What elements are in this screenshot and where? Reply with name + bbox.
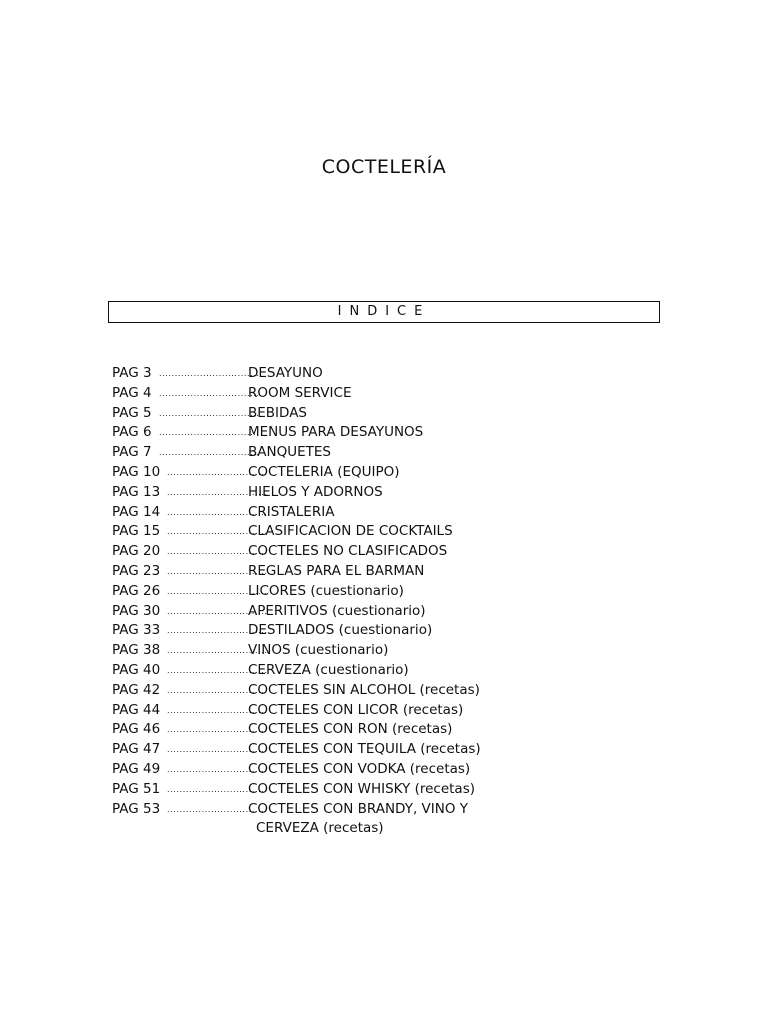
- toc-row: [112, 542, 672, 562]
- toc-entry-title: DESAYUNO: [248, 365, 323, 381]
- toc-page-number: PAG 20: [112, 543, 161, 560]
- toc-dot-leader: ................................: [167, 764, 268, 774]
- toc-entry-title: BEBIDAS: [248, 404, 307, 421]
- toc-entry-title: CLASIFICACION DE COCKTAILS: [248, 523, 453, 540]
- toc-page-number: PAG 33: [112, 622, 161, 639]
- toc-entry-title: CRISTALERIA: [248, 503, 335, 520]
- toc-dot-leader: ................................: [167, 507, 268, 517]
- toc-dot-leader: ................................: [167, 725, 268, 735]
- toc-entry-title: HIELOS Y ADORNOS: [248, 483, 383, 500]
- toc-dot-leader: ................................: [167, 547, 268, 557]
- toc-row: [112, 522, 672, 542]
- toc-dot-leader: ................................: [159, 408, 260, 418]
- toc-dot-leader: ................................: [167, 467, 268, 477]
- toc-dot-leader: ................................: [167, 784, 268, 794]
- toc-entry-title: COCTELERIA (EQUIPO): [248, 463, 400, 480]
- toc-dot-leader: ................................: [167, 566, 268, 576]
- toc-page-number: PAG 26: [112, 582, 161, 599]
- toc-row: [112, 661, 672, 681]
- toc-row: [112, 720, 672, 740]
- toc-entry-title: COCTELES CON BRANDY, VINO Y: [248, 800, 469, 817]
- toc-page-number: PAG 10: [112, 463, 161, 480]
- toc-row: [112, 681, 672, 701]
- toc-page-number: PAG 51: [112, 780, 161, 797]
- toc-row: [112, 760, 672, 780]
- toc-page-number: PAG 23: [112, 562, 161, 579]
- toc-row: [112, 780, 672, 800]
- toc-row: [112, 562, 672, 582]
- toc-dot-leader: ................................: [159, 369, 260, 378]
- toc-entry-title: REGLAS PARA EL BARMAN: [248, 562, 425, 579]
- toc-entry-title: ROOM SERVICE: [248, 384, 352, 401]
- toc-dot-leader: ................................: [159, 428, 260, 438]
- table-of-contents: [112, 364, 672, 839]
- toc-page-number: PAG 14: [112, 503, 161, 520]
- toc-page-number: PAG 42: [112, 681, 161, 698]
- toc-page-number: PAG 3: [112, 365, 152, 381]
- toc-entry-title: MENUS PARA DESAYUNOS: [248, 424, 424, 441]
- toc-dot-leader: ................................: [167, 705, 268, 715]
- toc-row: [112, 582, 672, 602]
- toc-entry-title: COCTELES CON TEQUILA (recetas): [248, 741, 481, 758]
- toc-page-number: PAG 15: [112, 523, 161, 540]
- toc-row: [112, 463, 672, 483]
- toc-entry-title: BANQUETES: [248, 444, 331, 461]
- toc-page-number: PAG 5: [112, 404, 152, 421]
- toc-entry-title: COCTELES NO CLASIFICADOS: [248, 543, 448, 560]
- toc-row: [112, 483, 672, 503]
- toc-continuation: CERVEZA (recetas): [256, 820, 384, 837]
- toc-row: [112, 701, 672, 721]
- toc-page-number: PAG 46: [112, 721, 161, 738]
- index-heading: INDICE: [108, 301, 660, 323]
- toc-entry-title: CERVEZA (cuestionario): [248, 661, 409, 678]
- toc-entry-title: COCTELES CON LICOR (recetas): [248, 701, 464, 718]
- toc-row: [112, 621, 672, 641]
- toc-page-number: PAG 47: [112, 741, 161, 758]
- toc-dot-leader: ................................: [167, 527, 268, 537]
- toc-row: [112, 364, 672, 384]
- toc-page-number: PAG 53: [112, 800, 161, 817]
- toc-row: [112, 800, 672, 820]
- document-title: COCTELERÍA: [321, 156, 447, 178]
- toc-dot-leader: ................................: [159, 448, 260, 458]
- toc-entry-title: COCTELES SIN ALCOHOL (recetas): [248, 681, 480, 698]
- toc-row: [112, 602, 672, 622]
- toc-dot-leader: ................................: [167, 646, 268, 656]
- toc-page-number: PAG 30: [112, 602, 161, 619]
- toc-page-number: PAG 13: [112, 483, 161, 500]
- toc-page-number: PAG 38: [112, 642, 161, 659]
- toc-dot-leader: ................................: [167, 626, 268, 636]
- toc-page-number: PAG 49: [112, 760, 161, 777]
- toc-row: [112, 503, 672, 523]
- toc-row: [112, 384, 672, 404]
- toc-page-number: PAG 44: [112, 701, 161, 718]
- toc-entry-title: DESTILADOS (cuestionario): [248, 622, 433, 639]
- toc-dot-leader: ................................: [167, 487, 268, 497]
- toc-page-number: PAG 4: [112, 384, 152, 401]
- toc-dot-leader: ................................: [167, 606, 268, 616]
- toc-entry-title: LICORES (cuestionario): [248, 582, 404, 599]
- toc-dot-leader: ................................: [167, 586, 268, 596]
- toc-row: [112, 443, 672, 463]
- toc-row: [112, 641, 672, 661]
- toc-page-number: PAG 40: [112, 661, 161, 678]
- toc-dot-leader: ................................: [167, 804, 268, 814]
- toc-dot-leader: ................................: [167, 685, 268, 695]
- toc-dot-leader: ................................: [167, 745, 268, 755]
- toc-row: [112, 740, 672, 760]
- toc-page-number: PAG 7: [112, 444, 152, 461]
- toc-dot-leader: ................................: [159, 388, 260, 398]
- toc-row: [112, 404, 672, 424]
- toc-entry-title: APERITIVOS (cuestionario): [248, 602, 426, 619]
- toc-entry-title: COCTELES CON RON (recetas): [248, 721, 453, 738]
- toc-page-number: PAG 6: [112, 424, 152, 441]
- toc-entry-title: COCTELES CON WHISKY (recetas): [248, 780, 475, 797]
- toc-dot-leader: ................................: [167, 665, 268, 675]
- toc-row: [112, 423, 672, 443]
- toc-entry-title: VINOS (cuestionario): [248, 642, 389, 659]
- toc-entry-title: COCTELES CON VODKA (recetas): [248, 760, 471, 777]
